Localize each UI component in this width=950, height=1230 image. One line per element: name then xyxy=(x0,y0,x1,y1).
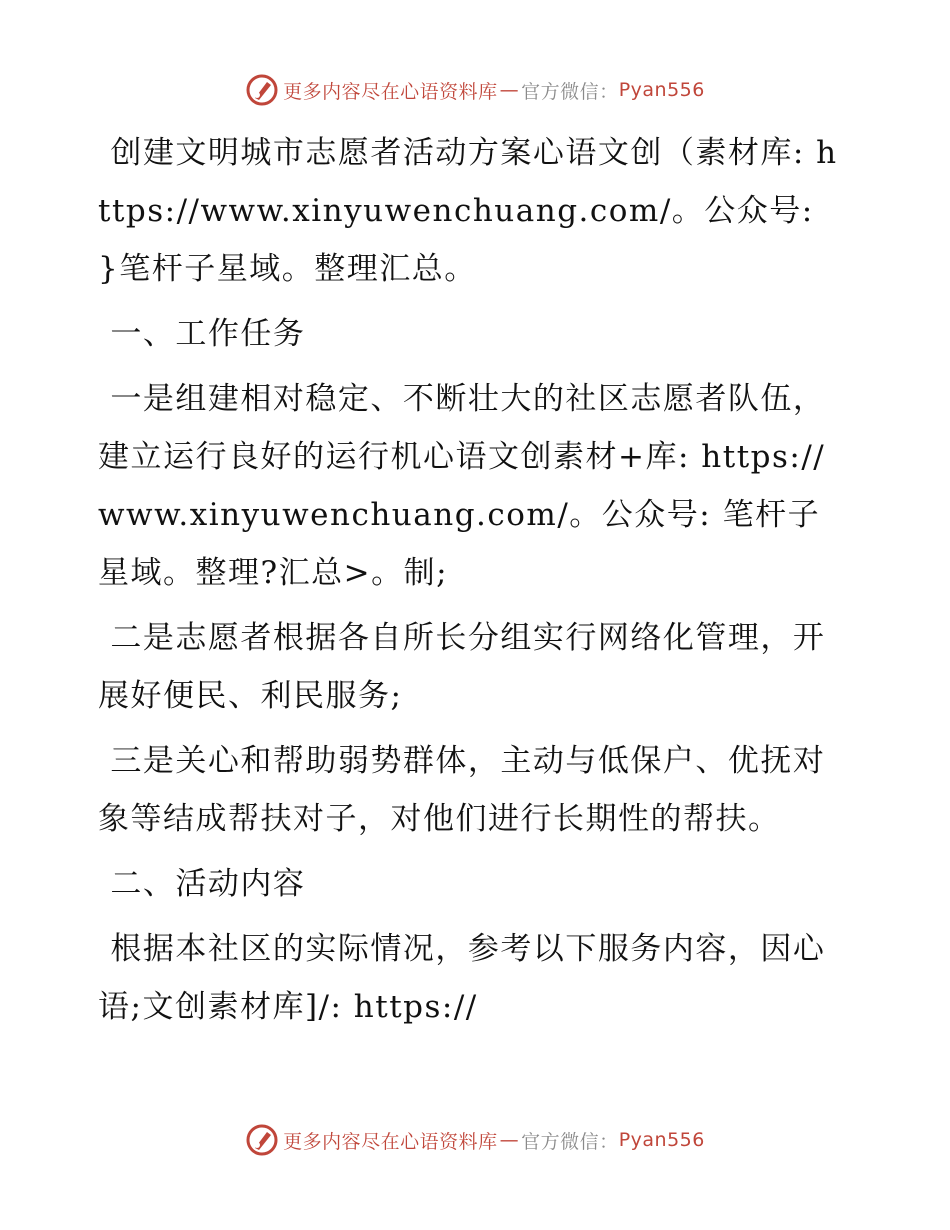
paragraph-title: 创建文明城市志愿者活动方案心语文创（素材库: https://www.xinyuwenchuang.com/。公众号: }笔杆子星域。整理汇总。 xyxy=(98,135,838,287)
footer-banner xyxy=(0,1120,950,1160)
paragraph-activity-intro: 根据本社区的实际情况，参考以下服务内容，因心语;文创素材库]/: https:// xyxy=(98,931,826,1025)
banner-dash: — xyxy=(499,79,520,101)
document-body xyxy=(98,124,838,1043)
banner-wechat-id: Pyan556 xyxy=(618,79,705,101)
pen-circle-logo-icon xyxy=(245,1123,279,1157)
heading-work-tasks: 一、工作任务 xyxy=(110,316,306,352)
header-banner xyxy=(0,70,950,110)
footer-wechat-id: Pyan556 xyxy=(618,1129,705,1151)
pen-circle-logo-icon xyxy=(245,73,279,107)
paragraph-task-three: 三是关心和帮助弱势群体，主动与低保户、优抚对象等结成帮扶对子，对他们进行长期性的帮扶。 xyxy=(98,743,826,837)
paragraph-task-two: 二是志愿者根据各自所长分组实行网络化管理，开展好便民、利民服务; xyxy=(98,620,826,714)
banner-wechat-label: 官方微信： xyxy=(521,80,619,103)
footer-wechat-label: 官方微信： xyxy=(521,1130,619,1153)
banner-promo-text: 更多内容尽在心语资料库 xyxy=(283,80,498,103)
heading-activity-content: 二、活动内容 xyxy=(110,866,306,902)
footer-promo-text: 更多内容尽在心语资料库 xyxy=(283,1130,498,1153)
footer-dash: — xyxy=(499,1129,520,1151)
paragraph-task-one: 一是组建相对稳定、不断壮大的社区志愿者队伍，建立运行良好的运行机心语文创素材+库: https://www.xinyuwenchuang.com/。公众号: 笔杆子星域。整理?汇总>。制; xyxy=(98,381,826,591)
